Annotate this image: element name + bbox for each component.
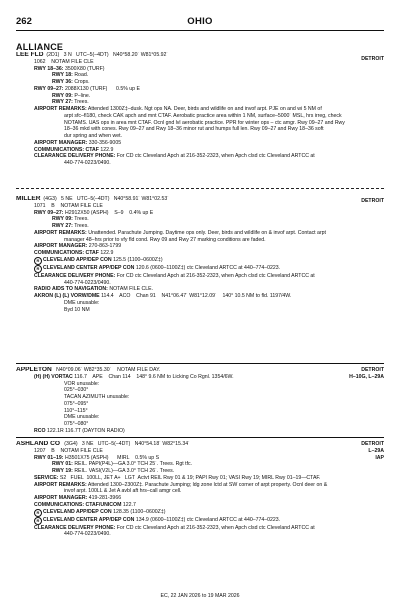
entry-text: For CD ctc Cleveland Apch at 216-352-2323, when Apch clsd ctc Cleveland ARTCC at bbox=[116, 524, 315, 531]
entry-line bbox=[16, 455, 384, 462]
entry-line bbox=[16, 196, 384, 203]
entry-label: RWY 09–27: bbox=[34, 85, 64, 92]
entry-divider bbox=[16, 363, 384, 364]
entry-text: 025°–030° bbox=[64, 387, 89, 394]
entry-line bbox=[16, 203, 384, 210]
entry-label: AIRPORT REMARKS: bbox=[34, 229, 87, 236]
entry-text: 419-281-3966 bbox=[88, 495, 122, 501]
entry-label: AIRPORT MANAGER: bbox=[34, 243, 88, 250]
entry-line bbox=[16, 468, 384, 475]
entry-label: RWY 27: bbox=[52, 99, 73, 106]
entry-label: RWY 09: bbox=[52, 216, 73, 223]
center-label: DETROIT H–10G, L–29A bbox=[349, 367, 384, 380]
entry-text: S2 FUEL 100LL, JET A+ LGT Actvt REIL Rwy 01 & 19; PAPI Rwy 01; VASI Rwy 19; MIRL Rwy 01–19—CTAF. bbox=[59, 474, 321, 481]
entry-line bbox=[16, 120, 384, 127]
entry-lee-fld bbox=[16, 52, 384, 167]
entry-text: 1062 NOTAM FILE CLE bbox=[34, 58, 94, 65]
entry-label: RWY 19: bbox=[52, 468, 73, 474]
entry-miller bbox=[16, 196, 384, 313]
entry-label: RWY 18–36: bbox=[34, 65, 64, 72]
entry-text: (4G3) 5 NE UTC–5(–4DT) N40°58.91´ W81°02.53´ bbox=[40, 196, 169, 202]
entry-text: REIL. VASI(V2L)—GA 3.0° TCH 26´. Trees. bbox=[74, 468, 175, 474]
entry-line bbox=[16, 230, 384, 237]
entry-line bbox=[16, 509, 384, 517]
entry-line bbox=[16, 488, 384, 495]
entry-text: For CD ctc Cleveland Apch at 216-352-2323, when Apch clsd ctc Cleveland ARTCC at bbox=[116, 153, 315, 160]
entry-label: ASHLAND CO bbox=[16, 441, 60, 447]
entry-line bbox=[16, 153, 384, 160]
entry-text: 1071 B NOTAM FILE CLE bbox=[34, 202, 103, 209]
entry-line bbox=[16, 216, 384, 223]
entry-label: CLEVELAND CENTER APP/DEP CON bbox=[43, 264, 135, 271]
page-header bbox=[16, 16, 384, 28]
entry-line bbox=[16, 381, 384, 388]
entry-line bbox=[16, 421, 384, 428]
entry-text: 3500X80 (TURF) bbox=[64, 65, 105, 72]
entry-text: Trees. bbox=[74, 223, 89, 229]
entry-text: Trees. bbox=[74, 99, 89, 106]
entry-line bbox=[16, 66, 384, 73]
entry-line bbox=[16, 502, 384, 509]
entry-line bbox=[16, 210, 384, 217]
entry-line bbox=[16, 126, 384, 133]
entry-text: VOR unusable: bbox=[64, 380, 100, 387]
page-number: 262 bbox=[16, 16, 32, 27]
entry-line bbox=[16, 140, 384, 147]
entry-label: APPLETON bbox=[16, 367, 52, 373]
entry-line bbox=[16, 387, 384, 394]
entry-text: 122.9 bbox=[100, 146, 114, 153]
entry-label: LEE FLD bbox=[16, 52, 44, 58]
entry-text: 440-774-0223/0490. bbox=[64, 279, 111, 286]
entry-text: 120.6 (0600–1100Z‡) ctc Cleveland ARTCC at 440–774–0223. bbox=[135, 264, 281, 271]
entry-line bbox=[16, 307, 384, 314]
entry-label: CLEVELAND APP/DEP CON bbox=[43, 256, 112, 263]
entry-ashland-co bbox=[16, 441, 384, 538]
entry-text: REIL. PAPI(P4L)—GA 3.0° TCH 25´. Trees. Rgt tfc. bbox=[74, 461, 193, 468]
entry-text: dur spring and when wet. bbox=[64, 133, 122, 139]
entry-text: H3501X75 (ASPH) MIRL 0.5% up S bbox=[64, 454, 160, 461]
entry-line bbox=[16, 300, 384, 307]
entry-text: 122.9 bbox=[100, 250, 114, 256]
entry-text: invof arpt. 100LL & Jet A avbl aft hrs–call amgr cell. bbox=[64, 488, 182, 495]
entry-line bbox=[16, 72, 384, 79]
entry-label: CLEARANCE DELIVERY PHONE: bbox=[34, 524, 116, 531]
entry-line bbox=[16, 475, 384, 482]
entry-text: 270-863-1799 bbox=[88, 243, 122, 250]
center-label: DETROIT bbox=[361, 198, 384, 204]
entry-text: 1207 B NOTAM FILE CLE bbox=[34, 447, 103, 454]
entry-text: DME unusable: bbox=[64, 414, 100, 421]
entry-text: (3G4) 3 NE UTC–5(–4DT) N40°54.18´ W82°15.34´ bbox=[59, 441, 190, 447]
entry-line bbox=[16, 86, 384, 93]
entry-line bbox=[16, 265, 384, 273]
entry-text: 440-774-0223/0490. bbox=[64, 160, 111, 166]
entry-label: CLEARANCE DELIVERY PHONE: bbox=[34, 272, 116, 279]
entry-label: SERVICE: bbox=[34, 474, 59, 481]
entry-text: Attended 1300Z‡–dusk. Ngt ops NA. Deer, birds and wildlife on and invof arpt. PJE on and wi 5 NM of bbox=[87, 106, 322, 112]
entry-label: (H) (H) VORTAC bbox=[34, 373, 73, 380]
entry-label: AIRPORT MANAGER: bbox=[34, 495, 88, 501]
entry-line bbox=[16, 367, 384, 374]
entry-divider bbox=[16, 437, 384, 438]
entry-label: MILLER bbox=[16, 196, 41, 202]
entry-line bbox=[16, 133, 384, 140]
entry-label: AIRPORT REMARKS: bbox=[34, 481, 87, 488]
entry-label: COMMUNICATIONS: CTAF/UNICOM bbox=[34, 501, 122, 508]
entry-text: 18–36 mkd with cones. Rwy 09–27 and Rwy 18–36 minor rut and humps full len. Rwy 09–27 and Rwy 18–36 soft bbox=[64, 126, 324, 133]
center-label: DETROIT bbox=[361, 56, 384, 62]
entry-line bbox=[16, 257, 384, 265]
entry-line bbox=[16, 223, 384, 230]
entry-line bbox=[16, 106, 384, 113]
entry-line bbox=[16, 147, 384, 154]
entry-label: CLEVELAND CENTER APP/DEP CON bbox=[43, 516, 135, 523]
entry-text: Trees. bbox=[74, 216, 89, 223]
entry-text: Byd 10 NM bbox=[64, 306, 90, 313]
entry-text: 110°–115° bbox=[64, 407, 88, 414]
entry-label: RWY 18: bbox=[52, 72, 73, 79]
entry-text: NOTAM FILE CLE. bbox=[109, 286, 154, 293]
entry-text: N40°09.06´ W82°35.30´ NOTAM FILE DAY. bbox=[51, 367, 161, 373]
entry-label: CLEARANCE DELIVERY PHONE: bbox=[34, 153, 116, 160]
entry-label: AKRON (L) (L) VORW/DME bbox=[34, 293, 100, 299]
entry-text: 2088X130 (TURF) 0.5% up E bbox=[64, 85, 140, 92]
entry-line bbox=[16, 250, 384, 257]
entry-label: AIRPORT REMARKS: bbox=[34, 106, 87, 112]
entry-line bbox=[16, 482, 384, 489]
entry-line bbox=[16, 280, 384, 287]
entry-label: RWY 01–19: bbox=[34, 454, 64, 461]
entry-label: COMMUNICATIONS: CTAF bbox=[34, 250, 99, 256]
entry-appleton bbox=[16, 367, 384, 435]
entry-label: RCO bbox=[34, 427, 46, 434]
entry-label: RWY 01: bbox=[52, 461, 73, 468]
entry-line bbox=[16, 293, 384, 300]
entry-text: NOTAMS. UAS ops in area mnt CTAF. Ocnl gnd lvl aerobatic practice. PPR for winter ops – ctc amgr. Rwy 09–27 and Rwy bbox=[64, 119, 345, 126]
entry-line bbox=[16, 160, 384, 167]
entry-line bbox=[16, 461, 384, 468]
entry-line bbox=[16, 428, 384, 435]
effective-dates-footer: EC, 22 JAN 2026 to 19 MAR 2026 bbox=[160, 593, 240, 599]
entry-line bbox=[16, 99, 384, 106]
entry-line bbox=[16, 374, 384, 381]
entry-text: For CD ctc Cleveland Apch at 216-352-2323, when Apch clsd ctc Cleveland ARTCC at bbox=[116, 272, 315, 279]
entry-line bbox=[16, 448, 384, 455]
entry-line bbox=[16, 525, 384, 532]
entry-line bbox=[16, 52, 384, 59]
state-title: OHIO bbox=[187, 16, 213, 27]
entry-label: AIRPORT MANAGER: bbox=[34, 139, 88, 146]
entry-text: Attended 1300–2300Z‡. Parachute Jumping; ldg zone lctd at SW corner of arpt property. Ocnl deer on & bbox=[87, 481, 328, 488]
entry-label: RADIO AIDS TO NAVIGATION: bbox=[34, 286, 108, 293]
entry-line bbox=[16, 59, 384, 66]
entry-text: 075°–080° bbox=[64, 421, 89, 427]
entry-line bbox=[16, 79, 384, 86]
entry-text: H2912X50 (ASPH) S–9 0.4% up E bbox=[64, 209, 154, 216]
entry-text: 075°–095° bbox=[64, 400, 89, 407]
entry-text: 122.1R 116.7T (DAYTON RADIO) bbox=[46, 427, 125, 434]
entry-text: 128.35 (1100–0600Z‡) bbox=[113, 508, 166, 515]
entry-text: (2D1) 3 N UTC–5(–4DT) N40°58.20´ W81°05.92´ bbox=[43, 52, 169, 58]
entry-text: Crops. bbox=[74, 79, 90, 85]
entry-text: 134.9 (0600–1100Z‡) ctc Cleveland ARTCC at 440–774–0223. bbox=[135, 516, 281, 523]
entry-label: CLEVELAND APP/DEP CON bbox=[43, 508, 112, 515]
entry-divider bbox=[16, 188, 384, 189]
entry-line bbox=[16, 401, 384, 408]
entry-text: 440-774-0223/0490. bbox=[64, 531, 111, 538]
entry-text: 330-356-9005 bbox=[88, 139, 122, 146]
entry-text: Unattended. Parachute Jumping. Daytime ops only. Deer, birds and wildlife on & invof arpt. Contact arpt bbox=[88, 229, 326, 236]
radar-circle-icon: R bbox=[34, 517, 42, 525]
entry-label: RWY 09: bbox=[52, 92, 73, 99]
entry-line bbox=[16, 237, 384, 244]
entry-text: 116.7 APE Chan 114 148° 9.6 NM to Licking Co Rgnl. 1354/6W. bbox=[74, 373, 234, 380]
entry-text: Road. bbox=[74, 72, 89, 79]
entry-line bbox=[16, 113, 384, 120]
radar-circle-icon: R bbox=[34, 257, 42, 265]
entry-text: manager 48–hrs prior to vfy fld cond. Rwy 09 and Rwy 27 marking conditions are faded. bbox=[64, 236, 266, 243]
entry-line bbox=[16, 441, 384, 448]
entry-text: DME unusable: bbox=[64, 299, 100, 306]
entry-line bbox=[16, 394, 384, 401]
entry-text: arpt sfc–fl180, check CAK apch and mnt CTAF. Aerobatic practice area within 1 NM, surface–5000´ MSL, hrs irreg, check bbox=[64, 112, 342, 119]
entry-label: RWY 09–27: bbox=[34, 209, 64, 216]
entry-text: 125.5 (1100–0600Z‡) bbox=[113, 256, 163, 263]
entry-text: P–line. bbox=[74, 92, 91, 99]
entry-label: COMMUNICATIONS: CTAF bbox=[34, 146, 99, 153]
entry-line bbox=[16, 243, 384, 250]
entry-text: TACAN AZIMUTH unusable: bbox=[64, 394, 130, 400]
entry-text: 114.4 ACO Chan 91 N41°06.47´ W81°12.09´ 140° 10.5 NM to fld. 1197/4W. bbox=[101, 293, 292, 299]
radar-circle-icon: R bbox=[34, 265, 42, 273]
radar-circle-icon: R bbox=[34, 509, 42, 517]
entry-line bbox=[16, 414, 384, 421]
entry-text: 122.7 bbox=[122, 501, 136, 508]
entry-line bbox=[16, 495, 384, 502]
entry-line bbox=[16, 273, 384, 280]
header-rule bbox=[16, 30, 384, 31]
entry-line bbox=[16, 93, 384, 100]
entry-line bbox=[16, 517, 384, 525]
entry-line bbox=[16, 531, 384, 538]
center-label: DETROIT L–29A IAP bbox=[361, 441, 384, 461]
entry-line bbox=[16, 286, 384, 293]
entry-label: RWY 27: bbox=[52, 223, 73, 229]
city-heading: ALLIANCE bbox=[16, 42, 64, 52]
entry-label: RWY 36: bbox=[52, 79, 73, 85]
entry-line bbox=[16, 408, 384, 415]
